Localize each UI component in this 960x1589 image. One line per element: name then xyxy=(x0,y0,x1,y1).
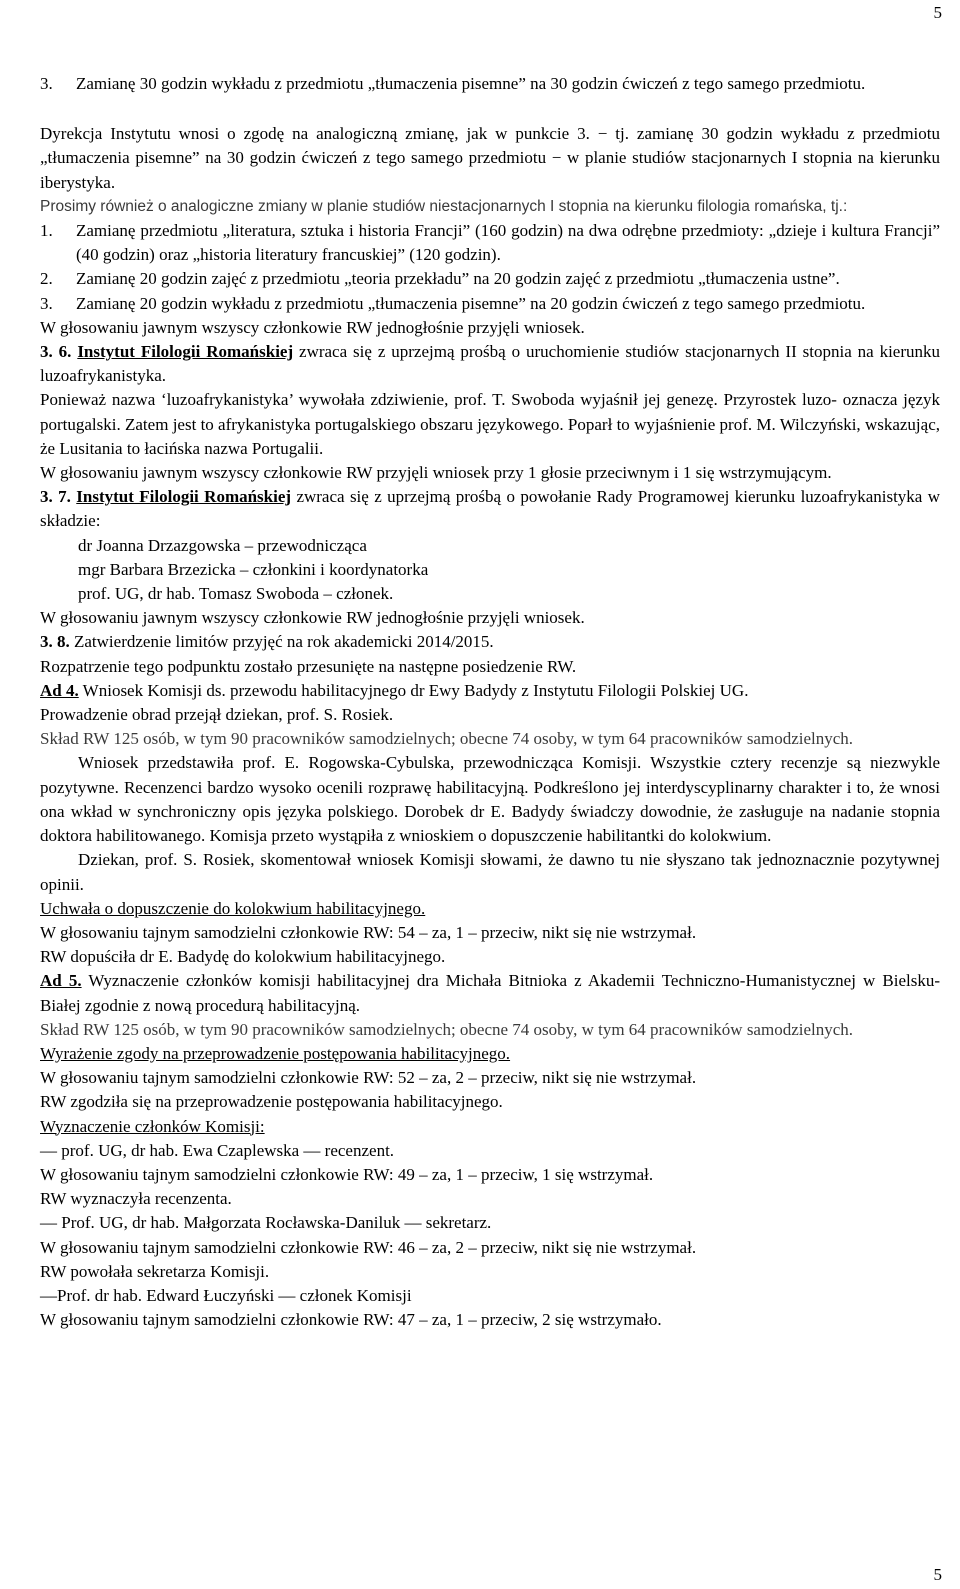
committee-member: ― Prof. UG, dr hab. Małgorzata Rocławska-Daniluk ― sekretarz. xyxy=(40,1213,492,1233)
paragraph: Dziekan, prof. S. Rosiek, skomentował wniosek Komisji słowami, że dawno tu nie słyszano tak jednoznacznie pozytywnej opinii. xyxy=(40,850,940,894)
list-number: 2. xyxy=(40,269,53,289)
section-text: zwraca się z uprzejmą prośbą o uruchomienie studiów stacjonarnych II stopnia na kierunku luzoafrykanistyka. xyxy=(40,342,941,386)
document-body xyxy=(40,72,940,1332)
section-number: 3. 8. xyxy=(40,632,70,652)
list-item xyxy=(40,292,940,316)
list-text: Zamianę 20 godzin wykładu z przedmiotu „tłumaczenia pisemne” na 20 godzin ćwiczeń z tego samego przedmiotu. xyxy=(76,293,866,313)
council-members xyxy=(40,534,940,607)
institute-name: Instytut Filologii Romańskiej xyxy=(76,487,292,507)
paragraph: Ponieważ nazwa ‘luzoafrykanistyka’ wywołała zdziwienie, prof. T. Swoboda wyjaśnił jej genezę. Przyrostek luzo- oznacza język portugalski. Zatem jest to afrykanistyka portugalskiego obszaru językowego. Poparł to wyjaśnienie prof. M. Wilczyński, wskazując, że Lusitania to łacińska nazwa Portugalii. xyxy=(40,390,940,458)
vote-result: W głosowaniu tajnym samodzielni członkowie RW: 46 – za, 2 – przeciw, nikt się nie wstrzymał. xyxy=(40,1237,697,1257)
section-number: 3. 6. xyxy=(40,342,72,362)
list-text: Zamianę 20 godzin zajęć z przedmiotu „teoria przekładu” na 20 godzin zajęć z przedmiotu „tłumaczenia ustne”. xyxy=(76,269,840,289)
list-text: Zamianę przedmiotu „literatura, sztuka i historia Francji” (160 godzin) na dwa odrębne przedmioty: „dzieje i kultura Francji” (40 godzin) oraz „historia literatury francuskiej” (120 godzin). xyxy=(76,221,940,265)
list-number: 3. xyxy=(40,74,53,93)
member: dr Joanna Drzazgowska – przewodnicząca xyxy=(78,535,367,555)
paragraph: Prowadzenie obrad przejął dziekan, prof. S. Rosiek. xyxy=(40,705,394,725)
list-item xyxy=(40,267,940,291)
paragraph: RW powołała sekretarza Komisji. xyxy=(40,1261,270,1281)
section-3-6 xyxy=(40,340,940,388)
spacer xyxy=(40,96,940,122)
paragraph: Prosimy również o analogiczne zmiany w planie studiów niestacjonarnych I stopnia na kierunku filologia romańska, tj.: xyxy=(40,197,848,215)
resolution-heading: Uchwała o dopuszczenie do kolokwium habilitacyjnego. xyxy=(40,898,426,918)
section-3-8 xyxy=(40,630,940,654)
section-text: zwraca się z uprzejmą prośbą o powołanie Rady Programowej kierunku luzoafrykanistyka w składzie: xyxy=(40,487,941,531)
council-composition: Skład RW 125 osób, w tym 90 pracowników samodzielnych; obecne 74 osoby, w tym 64 pracowników samodzielnych. xyxy=(40,1019,854,1039)
agenda-label: Ad 4. xyxy=(40,680,79,700)
list-text: Zamianę 30 godzin wykładu z przedmiotu „tłumaczenia pisemne” na 30 godzin ćwiczeń z tego samego przedmiotu. xyxy=(76,74,866,93)
resolution-heading: Wyrażenie zgody na przeprowadzenie postępowania habilitacyjnego. xyxy=(40,1043,511,1063)
institute-name: Instytut Filologii Romańskiej xyxy=(77,342,294,362)
vote-result: W głosowaniu jawnym wszyscy członkowie RW przyjęli wniosek przy 1 głosie przeciwnym i 1 się wstrzymującym. xyxy=(40,463,832,483)
agenda-text: Wyznaczenie członków komisji habilitacyjnej dra Michała Bitnioka z Akademii Techniczno-Humanistycznej w Bielsku-Białej zgodnie z nową procedurą habilitacyjną. xyxy=(40,971,941,1015)
section-3-7 xyxy=(40,485,940,533)
page-number-bottom: 5 xyxy=(933,1565,942,1584)
paragraph: Wniosek przedstawiła prof. E. Rogowska-Cybulska, przewodnicząca Komisji. Wszystkie cztery recenzje są niezwykle pozytywne. Recenzenci bardzo wysoko ocenili rozprawę habilitacyjną. Podkreślono jej interdyscyplinarny charakter i to, że wnosi ona wkład w synchroniczny opis języka polskiego. Dorobek dr E. Badydy świadczy dowodnie, że zasługuje na nadanie stopnia doktora habilitowanego. Komisja przeto wystąpiła z wnioskiem o dopuszczenie habilitantki do kolokwium. xyxy=(40,753,940,846)
list-number: 3. xyxy=(40,293,53,313)
paragraph: RW zgodziła się na przeprowadzenie postępowania habilitacyjnego. xyxy=(40,1092,503,1112)
agenda-label: Ad 5. xyxy=(40,971,82,991)
vote-result: W głosowaniu jawnym wszyscy członkowie RW jednogłośnie przyjęli wniosek. xyxy=(40,608,585,628)
agenda-item-5 xyxy=(40,969,940,1017)
paragraph: RW dopuściła dr E. Badydę do kolokwium habilitacyjnego. xyxy=(40,947,446,967)
vote-result: W głosowaniu tajnym samodzielni członkowie RW: 52 – za, 2 – przeciw, nikt się nie wstrzymał. xyxy=(40,1068,697,1088)
member: mgr Barbara Brzezicka – członkini i koordynatorka xyxy=(78,559,429,579)
page-number-top: 5 xyxy=(933,3,942,22)
paragraph: Rozpatrzenie tego podpunktu zostało przesunięte na następne posiedzenie RW. xyxy=(40,656,577,676)
agenda-text: Wniosek Komisji ds. przewodu habilitacyjnego dr Ewy Badydy z Instytutu Filologii Polskiej UG. xyxy=(78,680,749,700)
paragraph: Dyrekcja Instytutu wnosi o zgodę na analogiczną zmianę, jak w punkcie 3. − tj. zamianę 30 godzin wykładu z przedmiotu „tłumaczenia pisemne” na 30 godzin ćwiczeń z tego samego przedmiotu − w planie studiów stacjonarnych I stopnia na kierunku iberystyka. xyxy=(40,124,940,192)
section-text: Zatwierdzenie limitów przyjęć na rok akademicki 2014/2015. xyxy=(69,632,494,652)
committee-member: ― prof. UG, dr hab. Ewa Czaplewska ― recenzent. xyxy=(40,1140,395,1160)
vote-result: W głosowaniu tajnym samodzielni członkowie RW: 54 – za, 1 – przeciw, nikt się nie wstrzymał. xyxy=(40,922,697,942)
section-number: 3. 7. xyxy=(40,487,71,507)
list-item xyxy=(40,72,940,96)
committee-member: ―Prof. dr hab. Edward Łuczyński ― członek Komisji xyxy=(40,1285,412,1305)
vote-result: W głosowaniu tajnym samodzielni członkowie RW: 49 – za, 1 – przeciw, 1 się wstrzymał. xyxy=(40,1164,654,1184)
list-number: 1. xyxy=(40,221,53,241)
list-item xyxy=(40,219,940,267)
committee-heading: Wyznaczenie członków Komisji: xyxy=(40,1116,265,1136)
member: prof. UG, dr hab. Tomasz Swoboda – członek. xyxy=(78,584,394,604)
council-composition: Skład RW 125 osób, w tym 90 pracowników samodzielnych; obecne 74 osoby, w tym 64 pracowników samodzielnych. xyxy=(40,729,854,749)
paragraph: RW wyznaczyła recenzenta. xyxy=(40,1189,232,1209)
vote-result: W głosowaniu tajnym samodzielni członkowie RW: 47 – za, 1 – przeciw, 2 się wstrzymało. xyxy=(40,1310,662,1330)
agenda-item-4 xyxy=(40,679,940,703)
vote-result: W głosowaniu jawnym wszyscy członkowie RW jednogłośnie przyjęli wniosek. xyxy=(40,317,585,337)
